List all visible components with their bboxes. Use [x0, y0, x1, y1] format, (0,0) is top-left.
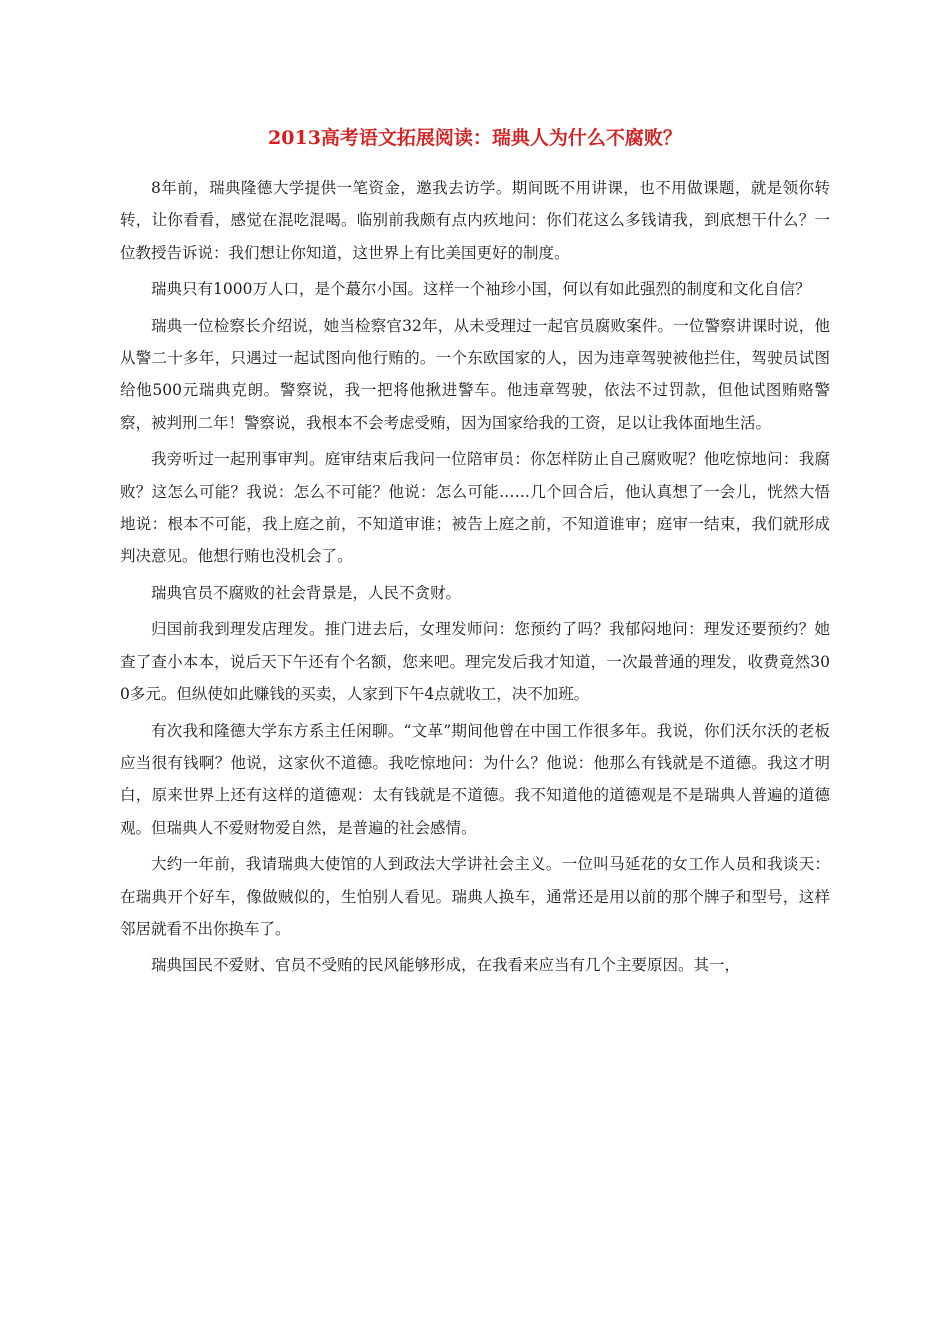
paragraph-7: 有次我和隆德大学东方系主任闲聊。“文革”期间他曾在中国工作很多年。我说，你们沃尔沃的老板应当很有钱啊？他说，这家伙不道德。我吃惊地问：为什么？他说：他那么有钱就是不道德。我这才明白，原来世界上还有这样的道德观：太有钱就是不道德。我不知道他的道德观是不是瑞典人普遍的道德观。但瑞典人不爱财物爱自然，是普遍的社会感情。	[120, 721, 830, 837]
paragraph-2: 瑞典只有1000万人口，是个蕞尔小国。这样一个袖珍小国，何以有如此强烈的制度和文化自信？	[151, 280, 811, 299]
paragraph-9: 瑞典国民不爱财、官员不受贿的民风能够形成，在我看来应当有几个主要原因。其一，	[151, 956, 741, 975]
document-title: 2013高考语文拓展阅读：瑞典人为什么不腐败？	[268, 127, 682, 149]
paragraph-3: 瑞典一位检察长介绍说，她当检察官32年，从未受理过一起官员腐败案件。一位警察讲课时说，他从警二十多年，只遇过一起试图向他行贿的。一个东欧国家的人，因为违章驾驶被他拦住，驾驶员试图给他500元瑞典克朗。警察说，我一把将他揪进警车。他违章驾驶，依法不过罚款，但他试图贿赂警察，被判刑二年！警察说，我根本不会考虑受贿，因为国家给我的工资，足以让我体面地生活。	[120, 316, 830, 432]
article-body	[120, 172, 830, 986]
paragraph-1: 8年前，瑞典隆德大学提供一笔资金，邀我去访学。期间既不用讲课，也不用做课题，就是领你转转，让你看看，感觉在混吃混喝。临别前我颇有点内疚地问：你们花这么多钱请我，到底想干什么？一位教授告诉说：我们想让你知道，这世界上有比美国更好的制度。	[120, 179, 830, 262]
paragraph-8: 大约一年前，我请瑞典大使馆的人到政法大学讲社会主义。一位叫马延花的女工作人员和我谈天：在瑞典开个好车，像做贼似的，生怕别人看见。瑞典人换车，通常还是用以前的那个牌子和型号，这样邻居就看不出你换车了。	[120, 855, 830, 938]
paragraph-5: 瑞典官员不腐败的社会背景是，人民不贪财。	[151, 583, 462, 602]
paragraph-6: 归国前我到理发店理发。推门进去后，女理发师问：您预约了吗？我郁闷地问：理发还要预约？她查了查小本本，说后天下午还有个名额，您来吧。理完发后我才知道，一次最普通的理发，收费竟然300多元。但纵使如此赚钱的买卖，人家到下午4点就收工，决不加班。	[120, 620, 830, 704]
paragraph-4: 我旁听过一起刑事审判。庭审结束后我问一位陪审员：你怎样防止自己腐败呢？他吃惊地问：我腐败？这怎么可能？我说：怎么不可能？他说：怎么可能……几个回合后，他认真想了一会儿，恍然大悟地说：根本不可能，我上庭之前，不知道审谁；被告上庭之前，不知道谁审；庭审一结束，我们就形成判决意见。他想行贿也没机会了。	[120, 450, 830, 566]
